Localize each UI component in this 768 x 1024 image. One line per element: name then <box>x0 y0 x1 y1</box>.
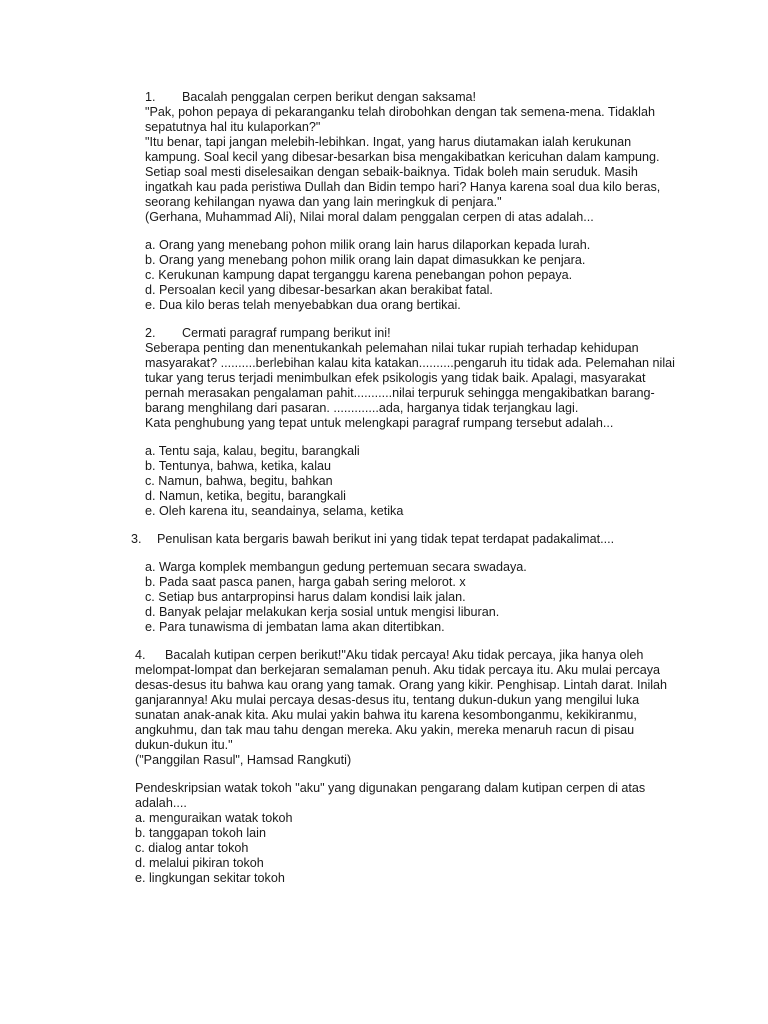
answer-option-b: b. Pada saat pasca panen, harga gabah sering melorot. x <box>145 575 466 589</box>
question-prompt: Pendeskripsian watak tokoh "aku" yang digunakan pengarang dalam kutipan cerpen di atas <box>135 781 646 795</box>
question-prompt: Kata penghubung yang tepat untuk melengkapi paragraf rumpang tersebut adalah... <box>145 416 614 430</box>
question-number: 2. <box>145 326 156 340</box>
passage-line: kampung. Soal kecil yang dibesar-besarkan bisa mengakibatkan kericuhan dalam kampung. <box>145 150 660 164</box>
passage-line: Bacalah kutipan cerpen berikut!"Aku tidak percaya! Aku tidak percaya, jika hanya oleh <box>165 648 644 662</box>
answer-option-c: c. Setiap bus antarpropinsi harus dalam kondisi laik jalan. <box>145 590 466 604</box>
question-number: 3. <box>131 532 142 546</box>
answer-option-a: a. Warga komplek membangun gedung pertemuan secara swadaya. <box>145 560 527 574</box>
answer-option-c: c. Namun, bahwa, begitu, bahkan <box>145 474 333 488</box>
question-number: 1. <box>145 90 156 104</box>
passage-line: "Pak, pohon pepaya di pekaranganku telah dirobohkan dengan tak semena-mena. Tidaklah <box>145 105 655 119</box>
passage-line: dukun-dukun itu." <box>135 738 233 752</box>
passage-line: barang menghilang dari pasaran. .............ada, harganya tidak terjangkau lagi. <box>145 401 579 415</box>
question-prompt: (Gerhana, Muhammad Ali), Nilai moral dalam penggalan cerpen di atas adalah... <box>145 210 594 224</box>
question-instruction: Cermati paragraf rumpang berikut ini! <box>182 326 391 340</box>
answer-option-d: d. melalui pikiran tokoh <box>135 856 264 870</box>
answer-option-d: d. Banyak pelajar melakukan kerja sosial untuk mengisi liburan. <box>145 605 500 619</box>
question-instruction: Bacalah penggalan cerpen berikut dengan saksama! <box>182 90 477 104</box>
answer-option-e: e. Oleh karena itu, seandainya, selama, ketika <box>145 504 404 518</box>
passage-line: masyarakat? ..........berlebihan kalau kita katakan..........pengaruh itu tidak ada. Pelemahan nilai <box>145 356 675 370</box>
answer-option-d: d. Namun, ketika, begitu, barangkali <box>145 489 346 503</box>
passage-line: angkuhmu, dan tak mau tahu dengan mereka. Aku yakin, mereka menaruh racun di pisau <box>135 723 635 737</box>
passage-line: Seberapa penting dan menentukankah pelemahan nilai tukar rupiah terhadap kehidupan <box>145 341 639 355</box>
question-prompt: Penulisan kata bergaris bawah berikut ini yang tidak tepat terdapat padakalimat.... <box>157 532 615 546</box>
passage-source: ("Panggilan Rasul", Hamsad Rangkuti) <box>135 753 352 767</box>
passage-line: pernah merasakan pengalaman pahit...........nilai terpuruk sehingga mengakibatkan barang- <box>145 386 655 400</box>
passage-line: melompat-lompat dan berkejaran semalaman penuh. Aku tidak percaya itu. Aku mulai percaya <box>135 663 661 677</box>
passage-line: ingatkah kau pada peristiwa Dullah dan Bidin tempo hari? Hanya karena soal dua kilo beras, <box>145 180 661 194</box>
answer-option-a: a. Orang yang menebang pohon milik orang lain harus dilaporkan kepada lurah. <box>145 238 591 252</box>
answer-option-b: b. tanggapan tokoh lain <box>135 826 266 840</box>
passage-line: desas-desus itu bahwa kau orang yang tamak. Orang yang kikir. Penghisap. Lintah darat. Inilah <box>135 678 668 692</box>
question-number: 4. <box>135 648 146 662</box>
passage-line: seorang kehilangan nyawa dan yang lain meringkuk di penjara." <box>145 195 502 209</box>
passage-line: tukar yang terus terjadi menimbulkan efek psikologis yang tidak baik. Apalagi, masyarakat <box>145 371 646 385</box>
answer-option-b: b. Orang yang menebang pohon milik orang lain dapat dimasukkan ke penjara. <box>145 253 586 267</box>
answer-option-e: e. lingkungan sekitar tokoh <box>135 871 285 885</box>
answer-option-c: c. dialog antar tokoh <box>135 841 249 855</box>
answer-option-a: a. menguraikan watak tokoh <box>135 811 293 825</box>
answer-option-e: e. Dua kilo beras telah menyebabkan dua orang bertikai. <box>145 298 461 312</box>
answer-option-b: b. Tentunya, bahwa, ketika, kalau <box>145 459 331 473</box>
answer-option-a: a. Tentu saja, kalau, begitu, barangkali <box>145 444 360 458</box>
question-prompt: adalah.... <box>135 796 187 810</box>
answer-option-c: c. Kerukunan kampung dapat terganggu karena penebangan pohon pepaya. <box>145 268 573 282</box>
passage-line: Setiap soal mesti diselesaikan dengan sebaik-baiknya. Tidak boleh main seruduk. Masih <box>145 165 638 179</box>
passage-line: sunatan anak-anak kita. Aku mulai yakin bahwa itu karena kesombonganmu, kekikiranmu, <box>135 708 637 722</box>
passage-line: ganjarannya! Aku mulai percaya desas-desus itu, tentang dukun-dukun yang mengilui luka <box>135 693 640 707</box>
answer-option-e: e. Para tunawisma di jembatan lama akan ditertibkan. <box>145 620 445 634</box>
passage-line: "Itu benar, tapi jangan melebih-lebihkan. Ingat, yang harus diutamakan ialah kerukunan <box>145 135 632 149</box>
passage-line: sepatutnya hal itu kulaporkan?" <box>145 120 321 134</box>
answer-option-d: d. Persoalan kecil yang dibesar-besarkan akan berakibat fatal. <box>145 283 493 297</box>
